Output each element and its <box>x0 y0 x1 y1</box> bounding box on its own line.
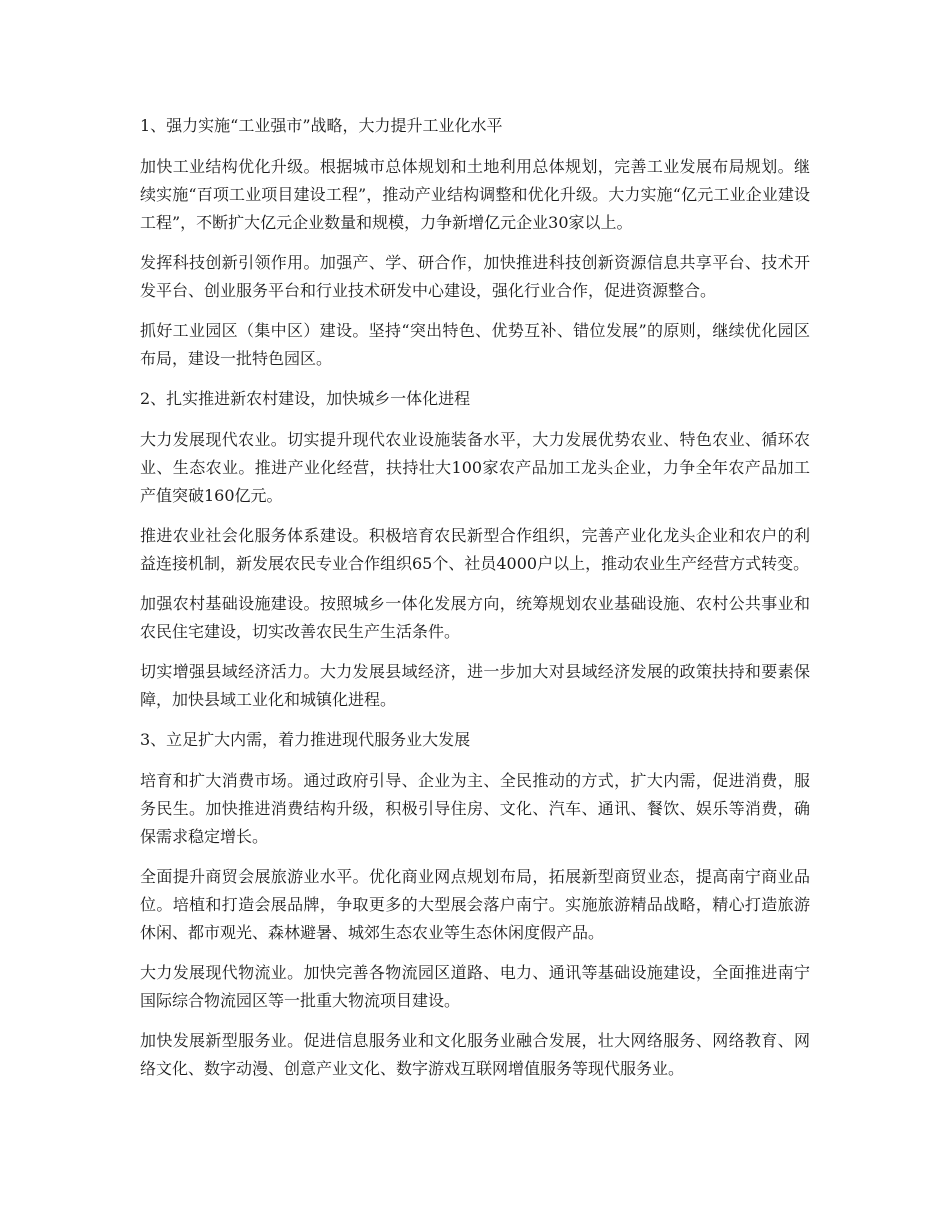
section-heading-2: 2、扎实推进新农村建设，加快城乡一体化进程 <box>140 389 471 408</box>
section-heading-1: 1、强力实施“工业强市”战略，大力提升工业化水平 <box>140 116 503 135</box>
paragraph: 大力发展现代农业。切实提升现代农业设施装备水平，大力发展优势农业、特色农业、循环农业、生态农业。推进产业化经营，扶持壮大100家农产品加工龙头企业，力争全年农产品加工产值突破160亿元。 <box>140 430 810 505</box>
paragraph: 发挥科技创新引领作用。加强产、学、研合作，加快推进科技创新资源信息共享平台、技术开发平台、创业服务平台和行业技术研发中心建设，强化行业合作，促进资源整合。 <box>140 253 810 300</box>
section-heading-3: 3、立足扩大内需，着力推进现代服务业大发展 <box>140 730 471 749</box>
paragraph: 加快工业结构优化升级。根据城市总体规划和土地利用总体规划，完善工业发展布局规划。继续实施“百项工业项目建设工程”，推动产业结构调整和优化升级。大力实施“亿元工业企业建设工程”，不断扩大亿元企业数量和规模，力争新增亿元企业30家以上。 <box>140 157 810 232</box>
paragraph: 推进农业社会化服务体系建设。积极培育农民新型合作组织，完善产业化龙头企业和农户的利益连接机制，新发展农民专业合作组织65个、社员4000户以上，推动农业生产经营方式转变。 <box>140 526 810 573</box>
paragraph: 加强农村基础设施建设。按照城乡一体化发展方向，统筹规划农业基础设施、农村公共事业和农民住宅建设，切实改善农民生产生活条件。 <box>140 594 810 641</box>
paragraph: 切实增强县域经济活力。大力发展县域经济，进一步加大对县域经济发展的政策扶持和要素保障，加快县域工业化和城镇化进程。 <box>140 662 810 709</box>
document-body <box>140 112 810 1095</box>
paragraph: 抓好工业园区（集中区）建设。坚持“突出特色、优势互补、错位发展”的原则，继续优化园区布局，建设一批特色园区。 <box>140 321 810 368</box>
paragraph: 培育和扩大消费市场。通过政府引导、企业为主、全民推动的方式，扩大内需，促进消费，服务民生。加快推进消费结构升级，积极引导住房、文化、汽车、通讯、餐饮、娱乐等消费，确保需求稳定增长。 <box>140 771 810 846</box>
paragraph: 全面提升商贸会展旅游业水平。优化商业网点规划布局，拓展新型商贸业态，提高南宁商业品位。培植和打造会展品牌，争取更多的大型展会落户南宁。实施旅游精品战略，精心打造旅游休闲、都市观光、森林避暑、城郊生态农业等生态休闲度假产品。 <box>140 867 810 942</box>
paragraph: 大力发展现代物流业。加快完善各物流园区道路、电力、通讯等基础设施建设，全面推进南宁国际综合物流园区等一批重大物流项目建设。 <box>140 963 810 1010</box>
paragraph: 加快发展新型服务业。促进信息服务业和文化服务业融合发展，壮大网络服务、网络教育、网络文化、数字动漫、创意产业文化、数字游戏互联网增值服务等现代服务业。 <box>140 1031 810 1078</box>
